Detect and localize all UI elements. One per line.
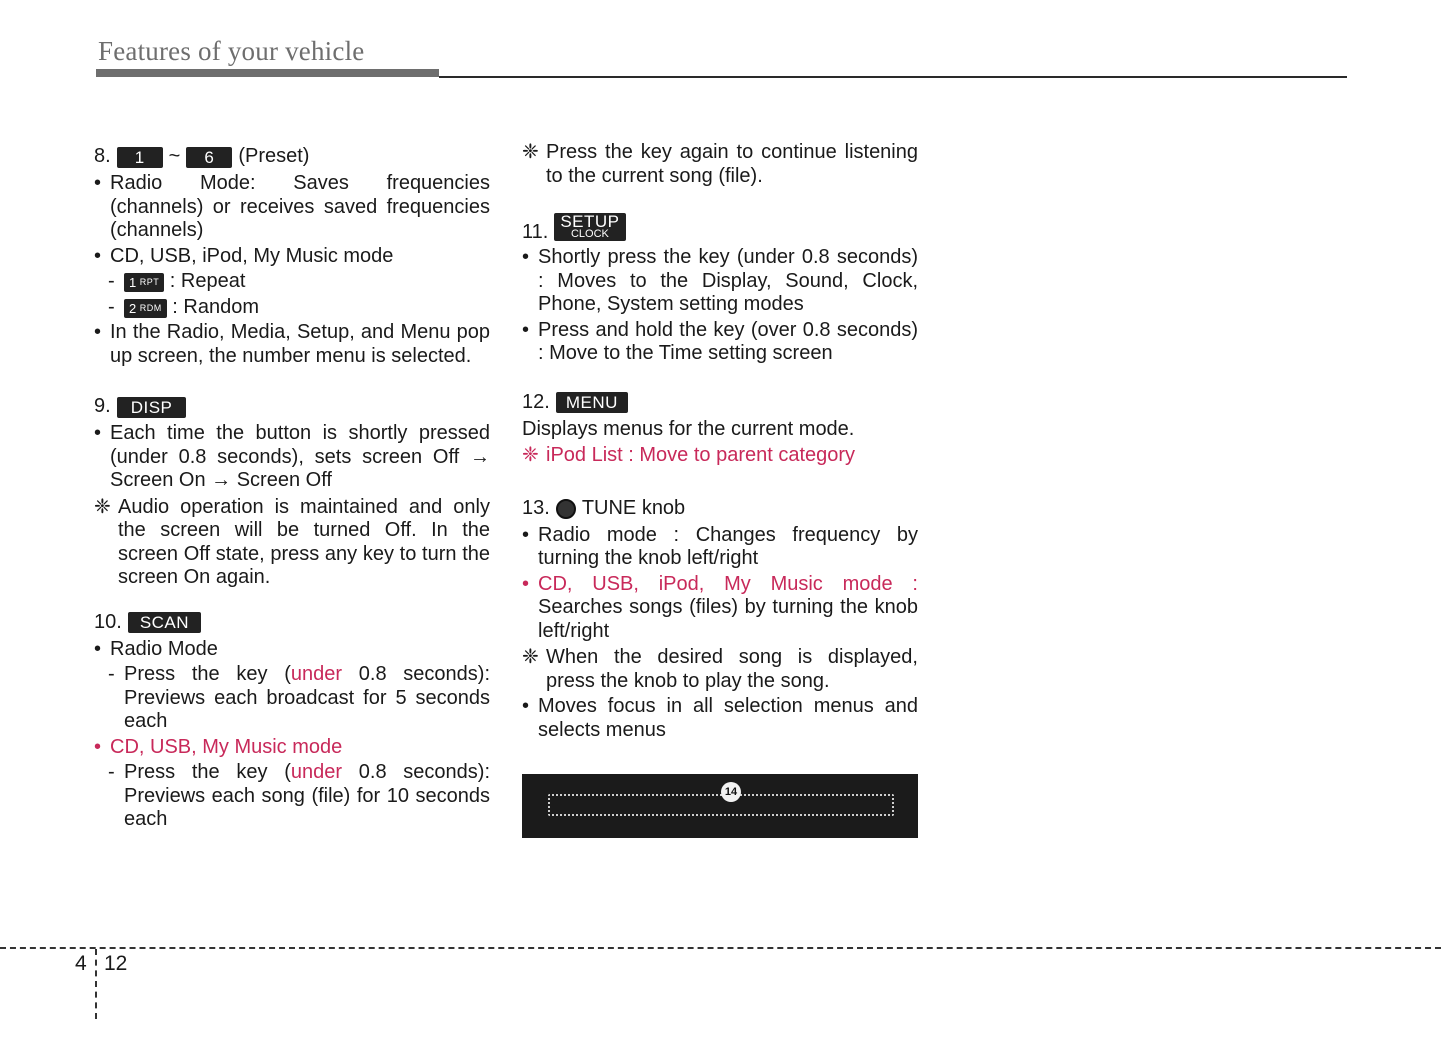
section-8-bullet-menu: • In the Radio, Media, Setup, and Menu pop up screen, the number menu is selected. <box>94 321 490 367</box>
preset-tilde: ~ <box>168 145 181 168</box>
section-9-number: 9. <box>94 395 111 418</box>
chapter-number: 4 <box>75 952 87 975</box>
scan-key: SCAN <box>128 612 201 633</box>
section-10-number: 10. <box>94 610 122 633</box>
section-8-number: 8. <box>94 145 111 168</box>
repeat-key: 1 RPT <box>124 273 164 292</box>
random-line: - 2 RDM : Random <box>108 295 260 318</box>
section-13-bullet-media: • CD, USB, iPod, My Music mode : Searches songs (files) by turning the knob left/right <box>522 572 918 642</box>
section-10-bullet-radio: • Radio Mode <box>94 637 218 660</box>
section-8-heading <box>94 144 490 170</box>
section-10-media-detail: - Press the key (under 0.8 seconds): Previews each song (file) for 10 seconds each <box>108 761 491 830</box>
section-10-radio-detail: - Press the key (under 0.8 seconds): Previews each broadcast for 5 seconds each <box>108 663 491 732</box>
section-9-bullet: • Each time the button is shortly pressed (under 0.8 seconds), sets screen Off → Screen On → Screen Off <box>94 422 490 491</box>
footer-dashed-rule <box>0 947 1441 949</box>
left-column <box>94 144 490 832</box>
tune-knob-label: TUNE knob <box>581 496 686 519</box>
section-13-number: 13. <box>522 496 550 519</box>
header-accent-bar <box>96 69 439 77</box>
section-12-number: 12. <box>522 390 550 413</box>
section-13-heading <box>522 496 918 522</box>
section-11-bullet-short: • Shortly press the key (under 0.8 seconds) : Moves to the Display, Sound, Clock, Phone, System setting modes <box>522 246 918 315</box>
section-13-note: ❈ When the desired song is displayed, press the knob to play the song. <box>522 646 918 692</box>
middle-column <box>522 141 918 742</box>
section-8-bullet-radio: • Radio Mode: Saves frequencies (channels) or receives saved frequencies (channels) <box>94 172 490 241</box>
tune-knob-display-illustration <box>522 774 918 838</box>
menu-key: MENU <box>556 392 628 413</box>
display-callout-badge: 14 <box>721 782 741 802</box>
setup-clock-key: SETUP CLOCK <box>554 213 625 241</box>
footer-dashed-divider <box>95 949 97 1019</box>
section-8-bullet-media: • CD, USB, iPod, My Music mode <box>94 244 394 267</box>
section-10-bullet-media: • CD, USB, My Music mode <box>94 735 343 758</box>
page-number: 12 <box>104 952 128 975</box>
section-11-heading <box>522 210 918 244</box>
random-key: 2 RDM <box>124 299 167 318</box>
section-10-heading <box>94 610 490 636</box>
continue-listening-note: ❈ Press the key again to continue listening to the current song (file). <box>522 141 918 187</box>
section-9-heading <box>94 394 490 420</box>
header-rule <box>439 76 1347 78</box>
section-12-heading <box>522 390 918 416</box>
section-13-bullet-radio: • Radio mode : Changes frequency by turning the knob left/right <box>522 523 918 569</box>
section-12-text: Displays menus for the current mode. <box>522 417 855 440</box>
section-13-bullet-focus: • Moves focus in all selection menus and selects menus <box>522 695 918 741</box>
section-11-bullet-hold: • Press and hold the key (over 0.8 seconds) : Move to the Time setting screen <box>522 318 918 364</box>
repeat-line: - 1 RPT : Repeat <box>108 270 246 292</box>
section-12-note: ❈ iPod List : Move to parent category <box>522 444 856 466</box>
preset-6-key: 6 <box>186 147 232 168</box>
preset-1-key: 1 <box>117 147 163 168</box>
display-dotted-slot <box>548 794 894 816</box>
preset-label: (Preset) <box>238 145 310 168</box>
tune-knob-icon <box>556 499 576 519</box>
disp-key: DISP <box>117 397 187 418</box>
section-9-note: ❈ Audio operation is maintained and only the screen will be turned Off. In the screen Off state, press any key to turn the screen On again. <box>94 495 490 588</box>
page-header-title: Features of your vehicle <box>98 36 365 66</box>
section-11-number: 11. <box>522 220 549 243</box>
